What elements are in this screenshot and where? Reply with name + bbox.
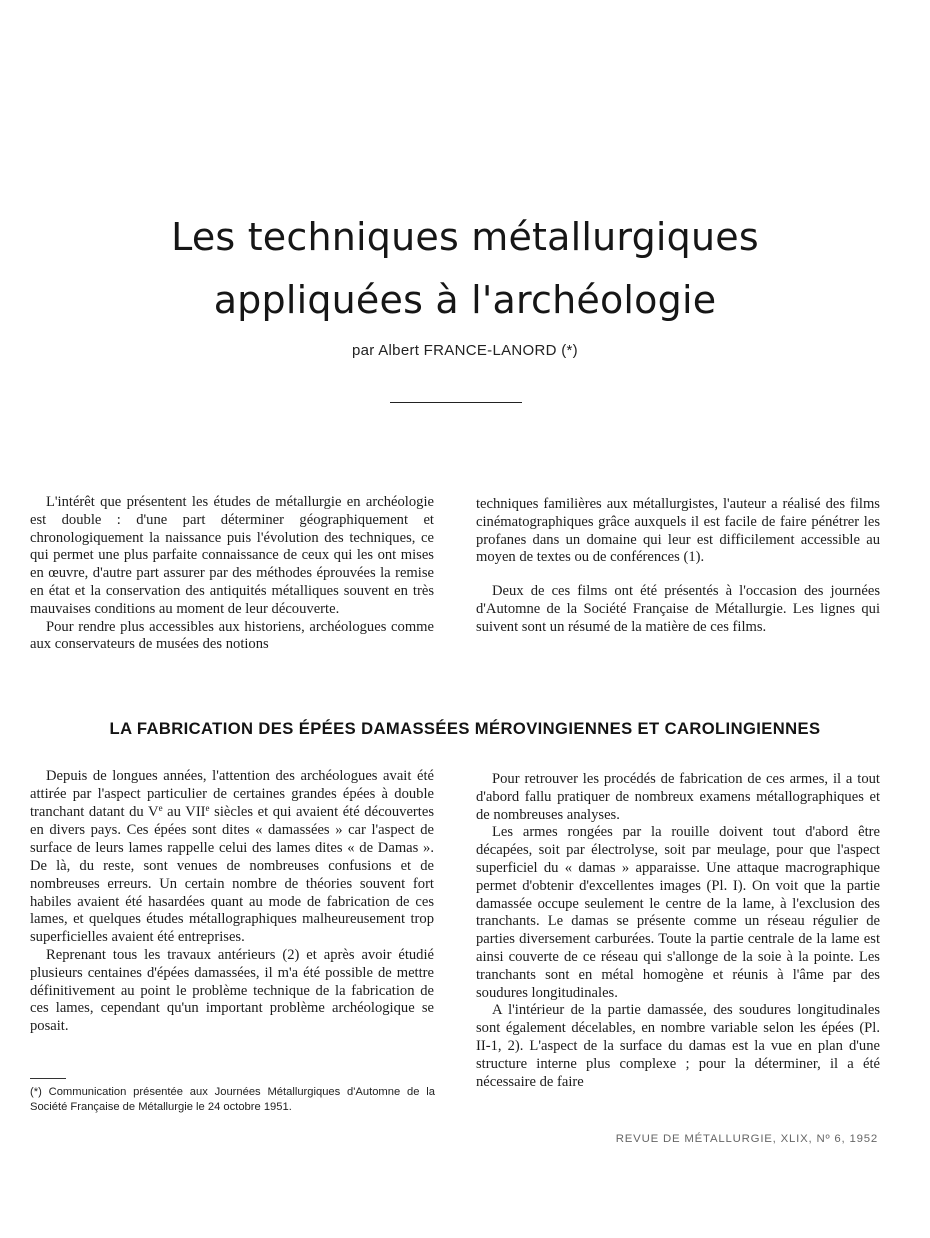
- footnote: (*) Communication présentée aux Journées Métallurgiques d'Automne de la Société Française de Métallurgie le 24 octobre 1951.: [30, 1086, 435, 1113]
- superscript: e: [158, 802, 163, 813]
- body-paragraph: [30, 768, 434, 947]
- intro-paragraph: Pour rendre plus accessibles aux historiens, archéologues comme aux conservateurs de musées des notions: [30, 618, 434, 653]
- body-text: au VII: [162, 803, 206, 820]
- section-heading: LA FABRICATION DES ÉPÉES DAMASSÉES MÉROVINGIENNES ET CAROLINGIENNES: [109, 719, 821, 738]
- journal-reference: REVUE DE MÉTALLURGIE, XLIX, Nº 6, 1952: [615, 1133, 878, 1145]
- body-paragraph: Les armes rongées par la rouille doivent tout d'abord être décapées, soit par électrolyse, soit par meulage, pour que l'aspect superficiel du « damas » apparaisse. Une attaque macrographique permet d'obtenir d'excellentes images (Pl. I). On voit que la partie damassée occupe seulement le centre de la lame, à l'exclusion des tranchants. Le damas se présente comme un réseau régulier de parties diversement carburées. Toute la partie centrale de la lame est ainsi couverte de ce réseau qui s'allonge de la soie à la pointe. Les tranchants sont en métal homogène et réunis à l'âme par des soudures longitudinales.: [476, 824, 880, 1001]
- body-right-column: [476, 771, 880, 1091]
- title-divider: [390, 402, 522, 403]
- body-paragraph: A l'intérieur de la partie damassée, des soudures longitudinales sont également décelables, en nombre variable selon les épées (Pl. II-1, 2). L'aspect de la surface du damas est la vue en plan d'une structure interne plus complexe ; pour la déterminer, il a été nécessaire de faire: [476, 1002, 880, 1090]
- footnote-rule: [30, 1078, 66, 1079]
- intro-paragraph: techniques familières aux métallurgistes, l'auteur a réalisé des films cinématographiques grâce auxquels il est facile de faire pénétrer les profanes dans un domaine qui leur est difficilement accessible au moyen de textes ou de conférences (1).: [476, 496, 880, 566]
- body-text: siècles et qui avaient été découvertes en divers pays. Ces épées sont dites « damassées » car l'aspect de surface de leurs lames rappelle celui des lames dites « de Damas ». De là, du reste, sont venues de nombreuses confusions et de nombreuses erreurs. Un certain nombre de théories souvent fort habiles avaient été hasardées quant au mode de fabrication de ces lames, et quelques études métallographiques malheureusement trop superficielles avaient été entreprises.: [30, 803, 434, 946]
- author-byline: par Albert FRANCE-LANORD (*): [352, 342, 578, 359]
- intro-paragraph: L'intérêt que présentent les études de métallurgie en archéologie est double : d'une part déterminer géographiquement et chronologiquement la naissance puis l'évolution des techniques, ce qui permet une plus parfaite connaissance de ceux qui les ont mises en œuvre, d'autre part assurer par des méthodes éprouvées la remise en état et la conservation des antiquités métalliques souvent en très mauvaises conditions au moment de leur découverte.: [30, 494, 434, 617]
- body-text: Depuis de longues années, l'attention des archéologues avait été attirée par l'aspect particulier de certaines grandes épées à double tranchant datant du V: [30, 768, 434, 820]
- body-paragraph: Reprenant tous les travaux antérieurs (2) et après avoir étudié plusieurs centaines d'épées damassées, il m'a été possible de mettre définitivement au point le problème technique de la fabrication de ces lames, cependant qu'un important problème archéologique se posait.: [30, 946, 434, 1035]
- intro-left-column: [30, 494, 434, 654]
- intro-paragraph: Deux de ces films ont été présentés à l'occasion des journées d'Automne de la Société Française de Métallurgie. Les lignes qui suivent sont un résumé de la matière de ces films.: [476, 583, 880, 635]
- article-title-line-1: Les techniques métallurgiques: [171, 215, 759, 259]
- superscript: e: [205, 802, 210, 813]
- body-left-column: [30, 768, 434, 1036]
- article-title-line-2: appliquées à l'archéologie: [213, 278, 717, 322]
- intro-right-column: [476, 496, 880, 637]
- body-paragraph: Pour retrouver les procédés de fabrication de ces armes, il a tout d'abord fallu pratiquer de nombreux examens métallographiques et de nombreuses analyses.: [476, 771, 880, 823]
